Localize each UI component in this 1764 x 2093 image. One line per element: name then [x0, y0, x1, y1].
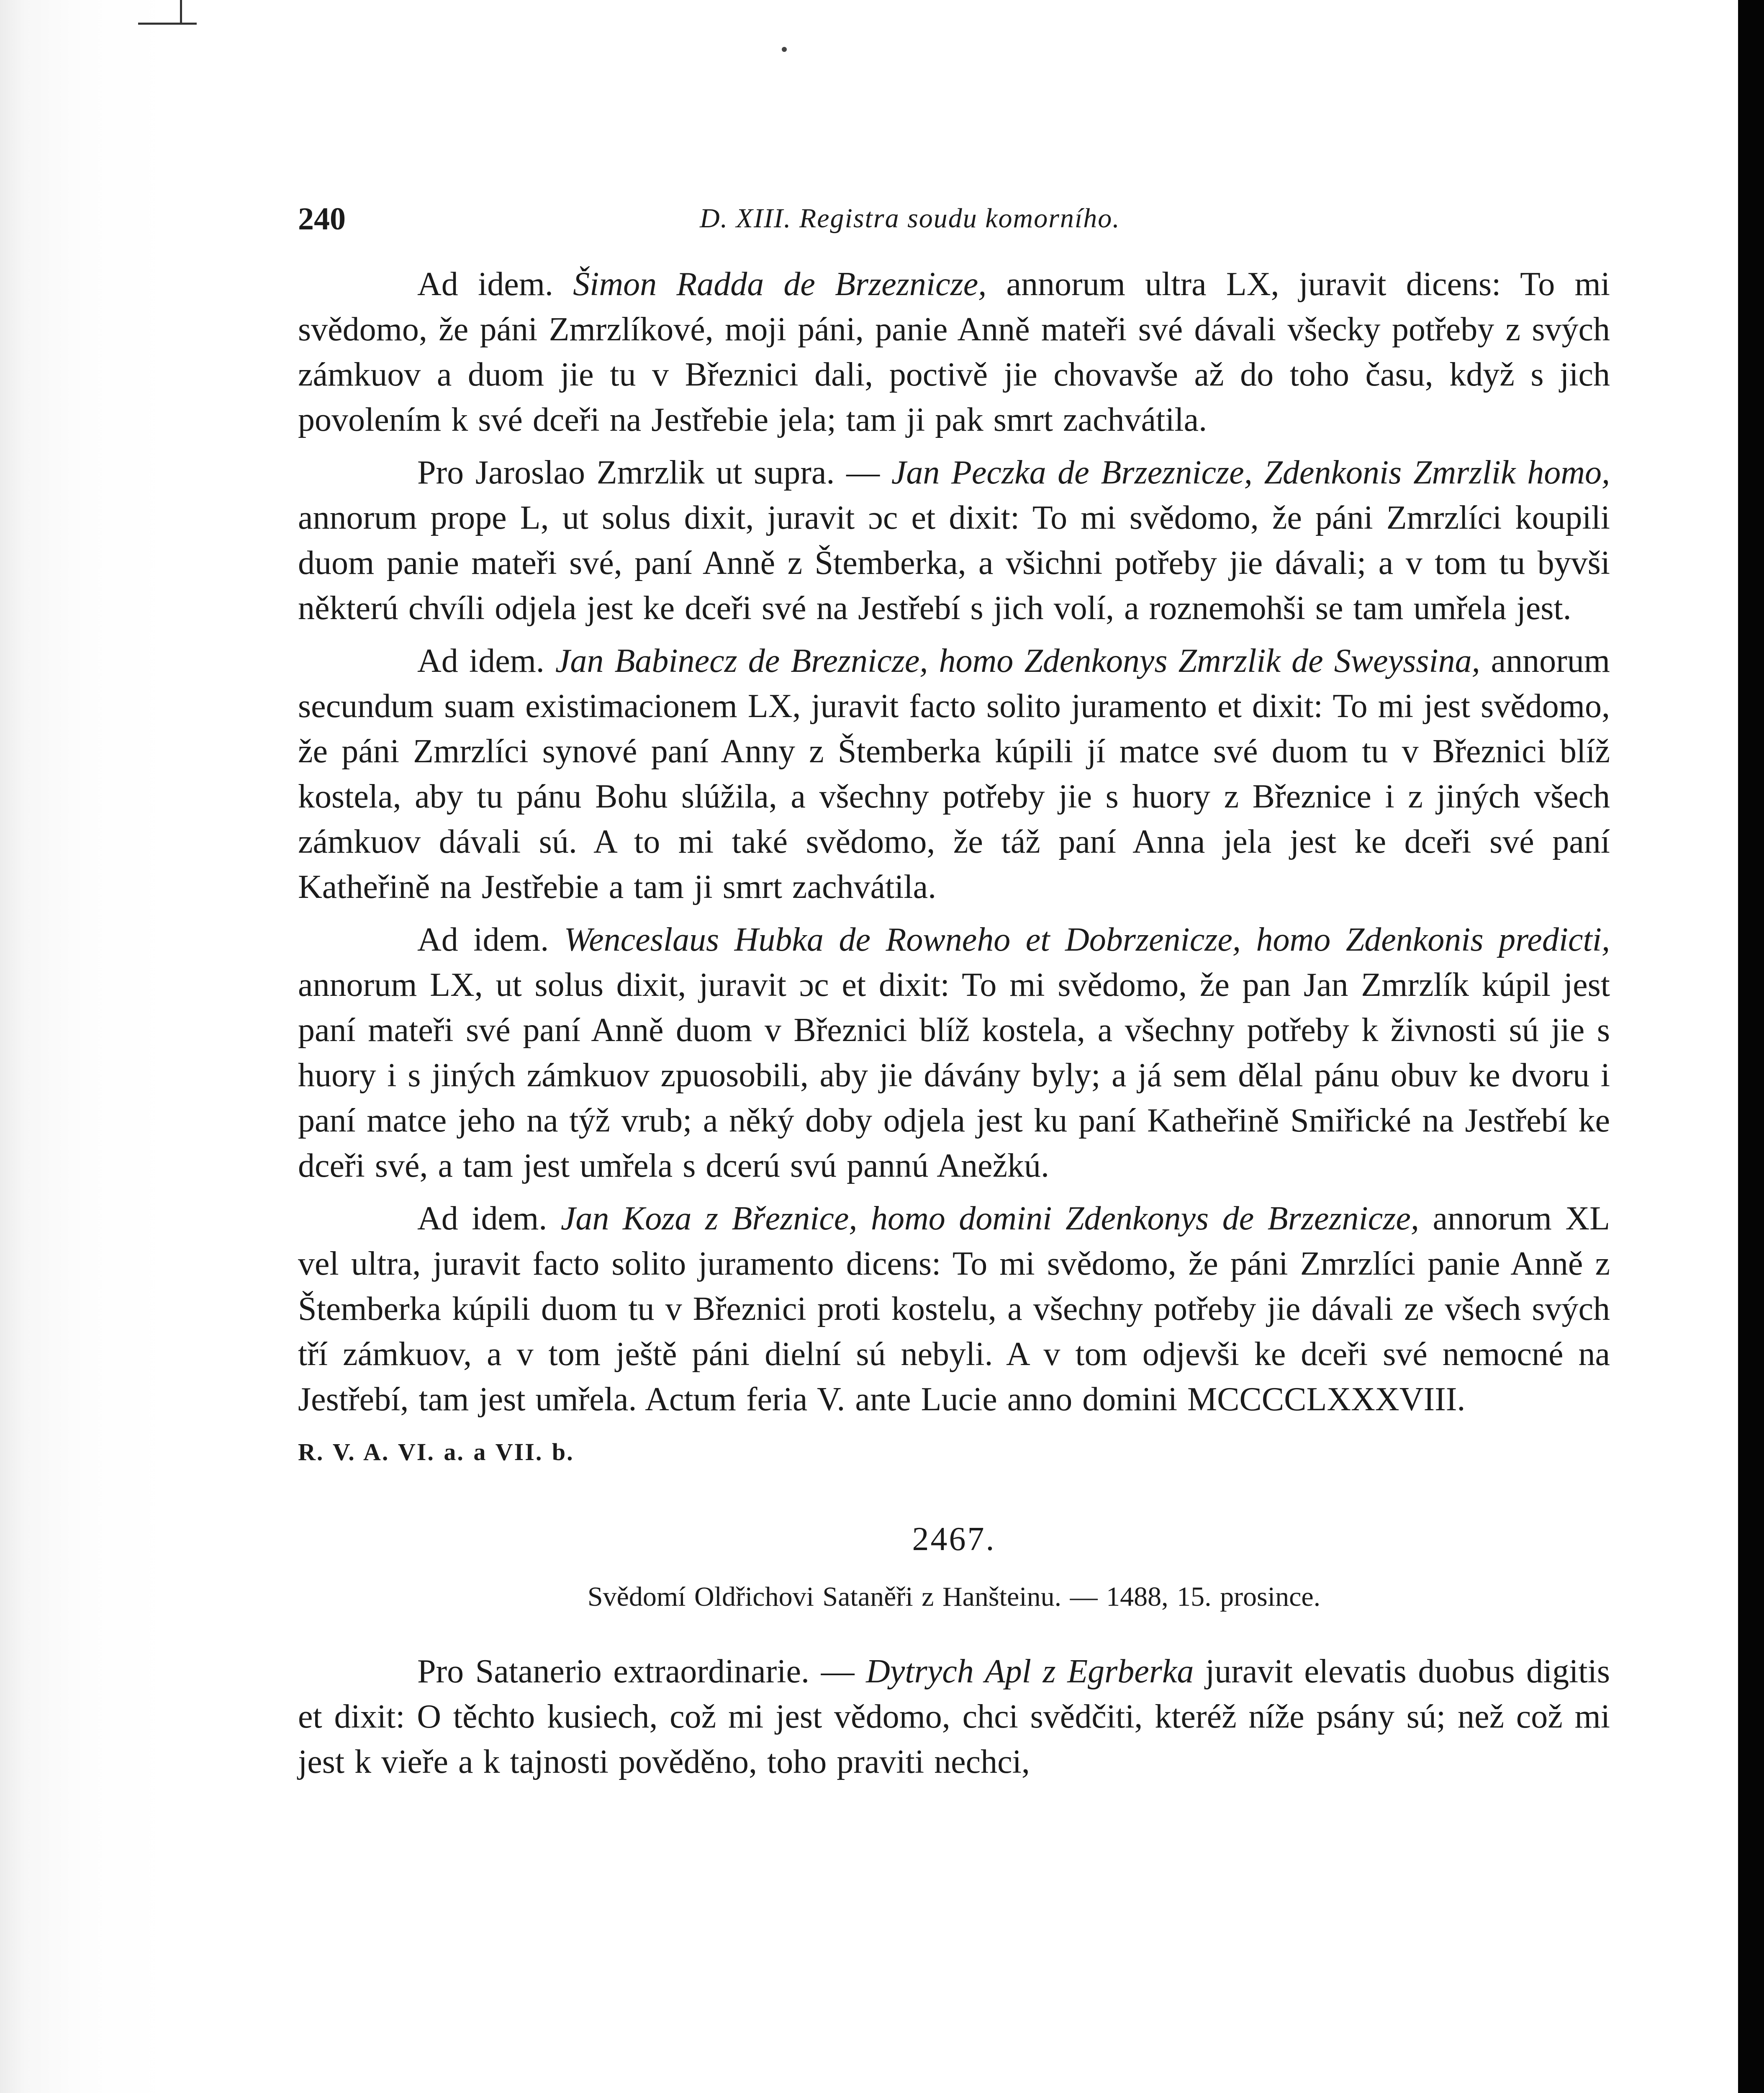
paragraph	[298, 1196, 1610, 1422]
body-text	[298, 262, 1610, 1784]
paragraph-text: annorum XL vel ultra, juravit facto solito juramento dicens: To mi svědomo, že páni Zmrzlíci panie Anně z Štemberka kúpili duom tu v Březnici proti kostelu, a všechny potřeby jie dávali ze všech svých tří zámkuov, a v tom ještě páni dielní sú nebyli. A v tom odjevši ke dceři své nemocné na Jestřebí, tam jest umřela. Actum feria V. ante Lucie anno domini MCCCCLXXXVIII.	[298, 1200, 1610, 1418]
page-header	[298, 201, 1604, 243]
paragraph-lead: Ad idem.	[417, 643, 555, 679]
paragraph	[298, 450, 1610, 631]
witness-name: Jan Peczka de Brzeznicze, Zdenkonis Zmrzlik homo,	[891, 454, 1610, 491]
witness-name: Wenceslaus Hubka de Rowneho et Dobrzenicze, homo Zdenkonis predicti,	[564, 921, 1610, 958]
witness-name: Šimon Radda de Brzeznicze,	[573, 266, 987, 303]
paragraph	[298, 638, 1610, 910]
paragraph-text: juravit elevatis duobus digitis et dixit: O těchto kusiech, což mi jest vědomo, chci svědčiti, kteréž níže psány sú; než což mi jest k vieře a k tajnosti pověděno, toho praviti nechci,	[298, 1653, 1610, 1780]
paragraph-text: annorum prope L, ut solus dixit, juravit ɔc et dixit: To mi svědomo, že páni Zmrzlíci koupili duom panie mateři své, paní Anně z Štemberka, a všichni potřeby jie dávali; a v tom tu byvši některú chvíli odjela jest ke dceři své na Jestřebí s jich volí, a roznemohši se tam umřela jest.	[298, 499, 1610, 627]
running-title: D. XIII. Registra soudu komorního.	[700, 203, 1120, 234]
source-reference: R. V. A. VI. a. a VII. b.	[298, 1438, 574, 1466]
binding-mark	[138, 0, 197, 25]
paragraph	[298, 1649, 1610, 1784]
speck	[782, 47, 787, 52]
entry-number: 2467.	[912, 1521, 996, 1558]
paragraph-text: annorum secundum suam existimacionem LX, juravit facto solito juramento et dixit: To mi jest svědomo, že páni Zmrzlíci synové paní Anny z Štemberka kúpili jí matce své duom tu v Březnici blíž kostela, aby tu pánu Bohu slúžila, a všechny potřeby jie s huory z Březnice i z jiných všech zámkuov dávali sú. A to mi také svědomo, že táž paní Anna jela jest ke dceři své paní Katheřině na Jestřebie a tam ji smrt zachvátila.	[298, 643, 1610, 905]
paragraph	[298, 262, 1610, 442]
witness-name: Jan Koza z Březnice, homo domini Zdenkonys de Brzeznicze,	[560, 1200, 1419, 1237]
entry-subtitle: Svědomí Oldřichovi Sataněři z Hanšteinu. — 1488, 15. prosince.	[587, 1581, 1321, 1612]
paragraph-lead: Pro Satanerio extraordinarie. —	[417, 1653, 866, 1690]
paragraph-lead: Pro Jaroslao Zmrzlik ut supra. —	[417, 454, 891, 491]
paragraph-lead: Ad idem.	[417, 266, 573, 303]
paragraph	[298, 917, 1610, 1188]
paragraph-text: annorum ultra LX, juravit dicens: To mi svědomo, že páni Zmrzlíkové, moji páni, panie Anně mateři své dávali všecky potřeby z svých zámkuov a duom jie tu v Březnici dali, poctivě jie chovavše až do toho času, když s jich povolením k své dceři na Jestřebie jela; tam ji pak smrt zachvátila.	[298, 266, 1610, 438]
paragraph-lead: Ad idem.	[417, 921, 564, 958]
paragraph-text: annorum LX, ut solus dixit, juravit ɔc et dixit: To mi svědomo, že pan Jan Zmrzlík kúpil jest paní mateři své paní Anně duom v Březnici blíž kostela, a všechny potřeby k živnosti sú jie s huory i s jiných zámkuov zpuosobili, aby jie dávány byly; a já sem dělal pánu obuv ke dvoru i paní matce jeho na týž vrub; a něký doby odjela jest ku paní Katheřině Smiřické na Jestřebí ke dceři své, a tam jest umřela s dcerú svú pannú Anežkú.	[298, 967, 1610, 1184]
page-number: 240	[298, 201, 346, 237]
paragraph-lead: Ad idem.	[417, 1200, 561, 1237]
page-edge-shadow	[1738, 0, 1764, 2093]
witness-name: Jan Babinecz de Breznicze, homo Zdenkonys Zmrzlik de Sweyssina,	[555, 643, 1480, 679]
witness-name: Dytrych Apl z Egrberka	[866, 1653, 1194, 1690]
